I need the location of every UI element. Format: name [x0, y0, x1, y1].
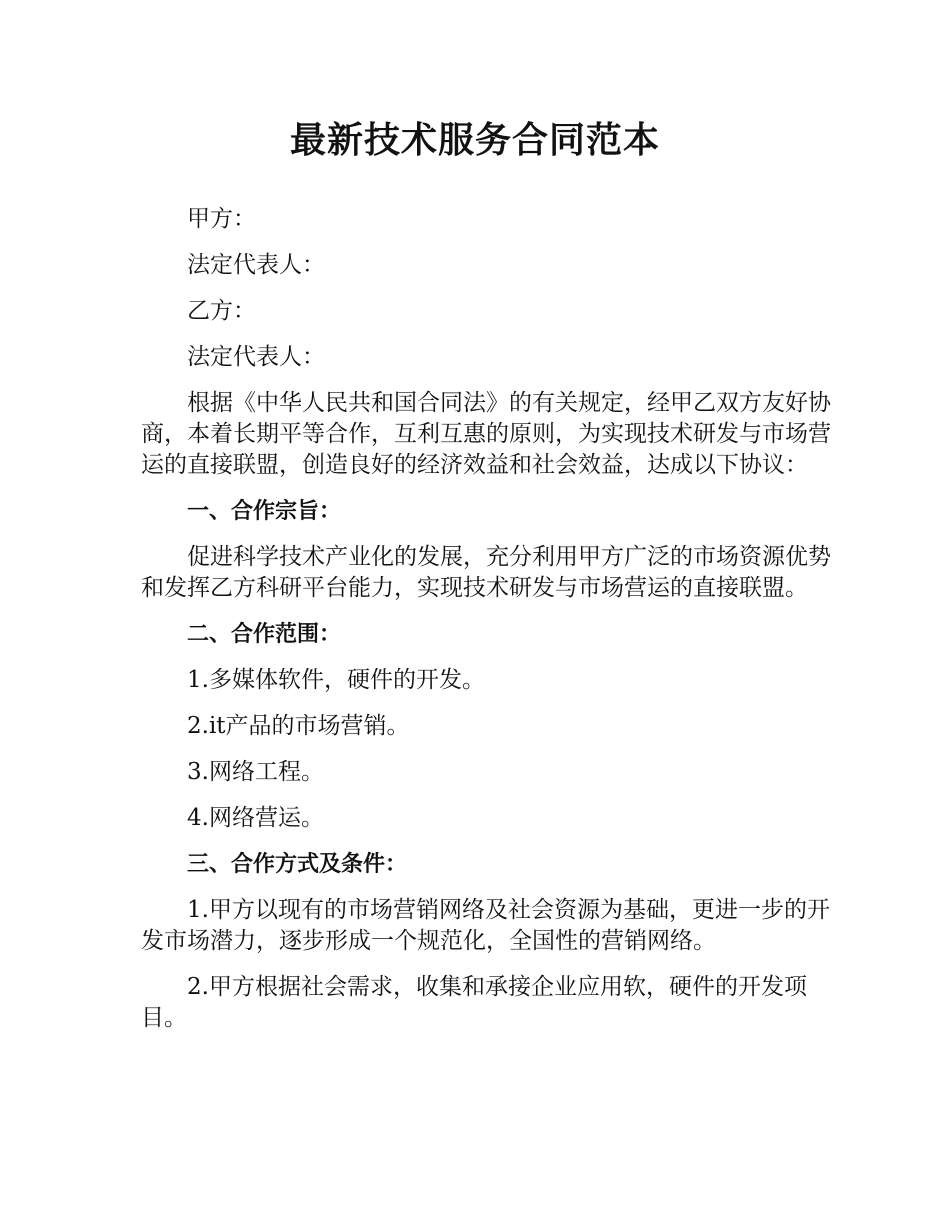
- method-item-2: 2.甲方根据社会需求，收集和承接企业应用软，硬件的开发项目。: [141, 974, 807, 1031]
- section-heading-purpose: 一、合作宗旨：: [187, 499, 342, 524]
- party-a-label: 甲方：: [187, 206, 256, 232]
- section-heading-method: 三、合作方式及条件：: [187, 852, 408, 877]
- party-a-representative-label: 法定代表人：: [187, 252, 325, 278]
- scope-item-1: 1.多媒体软件，硬件的开发。: [187, 667, 485, 693]
- document-body: [141, 204, 831, 1049]
- purpose-paragraph: 促进科学技术产业化的发展，充分利用甲方广泛的市场资源优势和发挥乙方科研平台能力，实现技术研发与市场营运的直接联盟。: [141, 544, 831, 601]
- document-title: 最新技术服务合同范本: [289, 120, 660, 161]
- party-b-label: 乙方：: [187, 298, 256, 324]
- scope-item-2: 2.it产品的市场营销。: [187, 713, 410, 739]
- scope-item-4: 4.网络营运。: [187, 805, 324, 831]
- intro-paragraph: 根据《中华人民共和国合同法》的有关规定，经甲乙双方友好协商，本着长期平等合作，互利互惠的原则，为实现技术研发与市场营运的直接联盟，创造良好的经济效益和社会效益，达成以下协议：: [141, 390, 831, 478]
- section-heading-scope: 二、合作范围：: [187, 622, 342, 647]
- method-item-1: 1.甲方以现有的市场营销网络及社会资源为基础，更进一步的开发市场潜力，逐步形成一个规范化，全国性的营销网络。: [141, 897, 830, 954]
- scope-item-3: 3.网络工程。: [187, 759, 324, 785]
- party-b-representative-label: 法定代表人：: [187, 344, 325, 370]
